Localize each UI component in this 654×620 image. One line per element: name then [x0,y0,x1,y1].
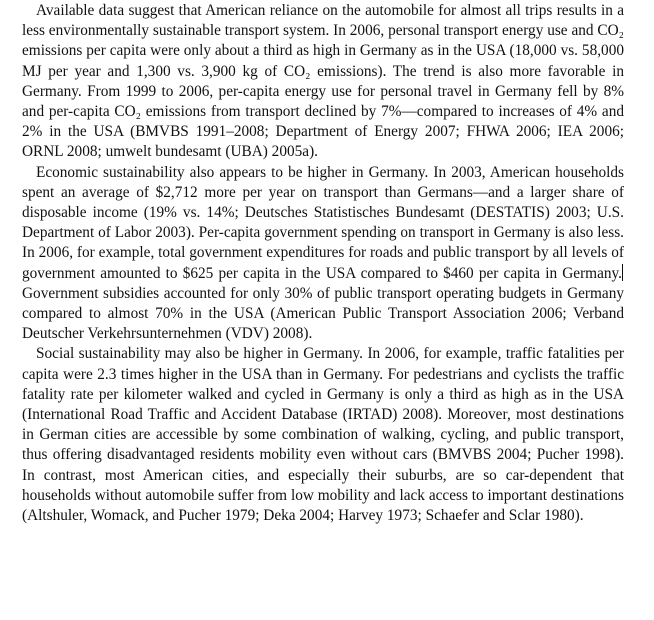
paragraph-text-after-cursor: Government subsidies accounted for only 30% of public transport operating budgets in Germany compared to almost 70% in the USA (American Public Transport Association 2006; Verband Deutscher Verkehrsunternehmen (VDV) 2008). [22,284,624,343]
text-cursor [622,264,623,281]
paragraph-economic-sustainability [22,163,624,345]
paragraph-environmental-sustainability: Available data suggest that American reliance on the automobile for almost all trips results in a less environmentally sustainable transport system. In 2006, personal transport energy use and CO₂ emissions per capita were only about a third as high in Germany as in the USA (18,000 vs. 58,000 MJ per year and 1,300 vs. 3,900 kg of CO₂ emissions). The trend is also more favorable in Germany. From 1999 to 2006, per-capita energy use for personal travel in Germany fell by 8% and per-capita CO₂ emissions from transport declined by 7%—compared to increases of 4% and 2% in the USA (BMVBS 1991–2008; Department of Energy 2007; FHWA 2006; IEA 2006; ORNL 2008; umwelt bundesamt (UBA) 2005a). [22,2,624,161]
paragraph-text-before-cursor: Economic sustainability also appears to be higher in Germany. In 2003, American households spent an average of $2,712 more per year on transport than Germans—and a larger share of disposable income (19% vs. 14%; Deutsches Statistisches Bundesamt (DESTATIS) 2003; U.S. Department of Labor 2003). Per-capita government spending on transport in Germany is also less. In 2006, for example, total government expenditures for roads and public transport by all levels of government amounted to $625 per capita in the USA compared to $460 per capita in Germany. [22,163,624,282]
paragraph-social-sustainability: Social sustainability may also be higher in Germany. In 2006, for example, traffic fatalities per capita were 2.3 times higher in the USA than in Germany. For pedestrians and cyclists the traffic fatality rate per kilometer walked and cycled in Germany is only a third as high as in the USA (International Road Traffic and Accident Database (IRTAD) 2008). Moreover, most destinations in German cities are accessible by some combination of walking, cycling, and public transport, thus offering disadvantaged residents mobility even without cars (BMVBS 2004; Pucher 1998). In contrast, most American cities, and especially their suburbs, are so car-dependent that households without automobile suffer from low mobility and lack access to important destinations (Altshuler, Womack, and Pucher 1979; Deka 2004; Harvey 1973; Schaefer and Sclar 1980). [22,345,624,525]
